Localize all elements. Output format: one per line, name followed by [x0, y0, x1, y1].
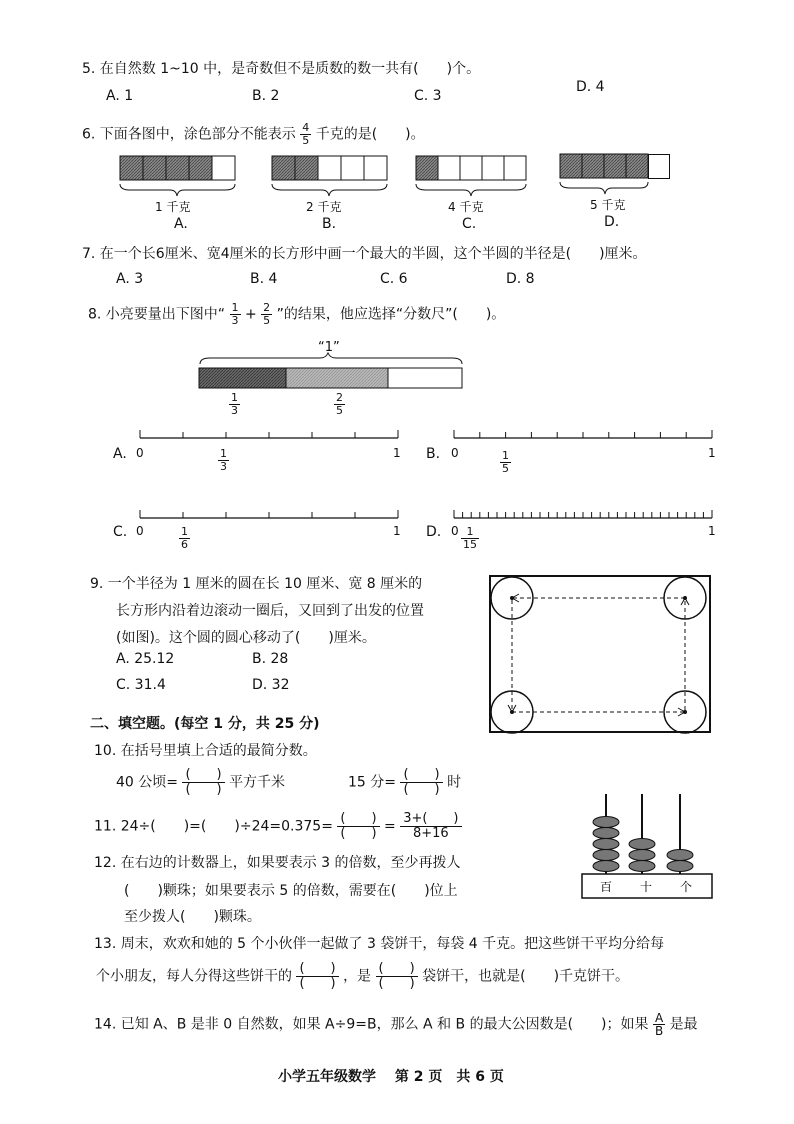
q8-a-frac-den: 3 — [220, 460, 227, 473]
q6-frac-num: 4 — [302, 121, 310, 134]
abacus — [578, 786, 714, 902]
q14-frac-den: B — [654, 1024, 664, 1038]
q6-option-b[interactable]: B. — [322, 216, 337, 232]
abacus-label-ones: 个 — [679, 880, 693, 894]
q9-option-a[interactable]: A. 25.12 — [116, 651, 175, 667]
q12-stem-line2: ( )颗珠；如果要表示 5 的倍数，需要在( )位上 — [124, 883, 458, 899]
q6-option-c[interactable]: C. — [462, 216, 477, 232]
q14-stem-before: 14. 已知 A、B 是非 0 自然数，如果 A÷9=B，那么 A 和 B 的最大公因数是( )；如果 — [94, 1016, 649, 1033]
q7-option-a[interactable]: A. 3 — [116, 271, 144, 287]
q9-option-b[interactable]: B. 28 — [252, 651, 289, 667]
q8-f2-den: 5 — [263, 314, 271, 327]
q11-sum-num[interactable]: 3+( ) — [400, 812, 461, 827]
q7-stem: 7. 在一个长6厘米、宽4厘米的长方形中画一个最大的半圆，这个半圆的半径是( )厘米。 — [82, 246, 647, 262]
q8-d-end: 1 — [708, 524, 716, 538]
q11-blank-fraction[interactable] — [337, 812, 379, 841]
q5-option-a[interactable]: A. 1 — [106, 88, 134, 104]
q9-option-d[interactable]: D. 32 — [252, 677, 290, 693]
q11-blank-den[interactable]: ( ) — [340, 826, 377, 841]
q13-stem-line1: 13. 周末，欢欢和她的 5 个小伙伴一起做了 3 袋饼干，每袋 4 千克。把这些饼干平均分给每 — [94, 936, 665, 952]
q10-item1-before: 40 公顷= — [116, 774, 178, 791]
abacus-bead[interactable] — [667, 850, 693, 861]
q8-b-fraction — [500, 450, 511, 475]
q9-diagram — [488, 574, 714, 736]
abacus-bead[interactable] — [593, 828, 619, 839]
q8-c-end: 1 — [393, 524, 401, 538]
q13-f1-den[interactable]: ( ) — [299, 976, 336, 991]
q5-option-b[interactable]: B. 2 — [252, 88, 280, 104]
abacus-bead[interactable] — [593, 850, 619, 861]
q11-sum-den: 8+16 — [412, 826, 449, 841]
q8-a-fraction — [218, 448, 229, 473]
q8-f2-num: 2 — [263, 301, 271, 314]
q13-line2-a: 个小朋友，每人分得这些饼干的 — [96, 968, 292, 985]
q6-stem-before: 6. 下面各图中，涂色部分不能表示 — [82, 126, 296, 143]
q13-f2-den[interactable]: ( ) — [378, 976, 415, 991]
q8-c-start: 0 — [136, 524, 144, 538]
abacus-bead[interactable] — [667, 861, 693, 872]
q13-blank-fraction-2[interactable] — [376, 962, 418, 991]
q10-item2-num[interactable]: ( ) — [400, 768, 442, 783]
q8-d-frac-num: 1 — [461, 526, 479, 539]
q8-bar-f1-num: 1 — [231, 391, 238, 404]
q5-option-c[interactable]: C. 3 — [414, 88, 442, 104]
q13-f2-num[interactable]: ( ) — [376, 962, 418, 977]
q14-frac-num: A — [653, 1012, 665, 1025]
q10-item1-after: 平方千米 — [229, 774, 286, 791]
q10-item2-after: 时 — [447, 774, 462, 791]
q11-sum-fraction[interactable] — [400, 812, 461, 841]
q11-equals: = — [384, 818, 396, 835]
q8-c-frac-num: 1 — [181, 525, 188, 538]
q12-stem-line3: 至少拨人( )颗珠。 — [124, 909, 261, 925]
q6-label-a: 1 千克 — [155, 200, 191, 214]
q14-stem — [94, 1012, 698, 1037]
q8-stem-before: 8. 小亮要量出下图中“ — [88, 306, 226, 323]
q8-option-d[interactable]: D. — [426, 524, 442, 540]
q8-a-frac-num: 1 — [220, 447, 227, 460]
q8-option-c[interactable]: C. — [113, 524, 128, 540]
q6-stem-after: 千克的是( )。 — [315, 126, 425, 143]
q6-label-c: 4 千克 — [448, 200, 484, 214]
q8-stem-after: ”的结果，他应选择“分数尺”( )。 — [276, 306, 506, 323]
q6-option-a[interactable]: A. — [174, 216, 188, 232]
q10-item-2 — [348, 768, 461, 797]
q8-b-end: 1 — [708, 446, 716, 460]
q8-f1-num: 1 — [231, 301, 239, 314]
abacus-bead[interactable] — [593, 817, 619, 828]
q10-item2-blank[interactable] — [400, 768, 442, 797]
abacus-bead[interactable] — [629, 839, 655, 850]
q6-option-d[interactable]: D. — [604, 214, 620, 230]
q6-label-d: 5 千克 — [590, 198, 626, 212]
q8-a-start: 0 — [136, 446, 144, 460]
q7-option-b[interactable]: B. 4 — [250, 271, 278, 287]
page-footer: 小学五年级数学 第 2 页 共 6 页 — [278, 1069, 504, 1085]
q13-line2-c: 袋饼干，也就是( )千克饼干。 — [422, 968, 630, 985]
q8-b-start: 0 — [451, 446, 459, 460]
q8-d-frac-den: 15 — [463, 538, 477, 551]
q12-stem-line1: 12. 在右边的计数器上，如果要表示 3 的倍数，至少再拨人 — [94, 855, 461, 871]
q8-c-fraction — [179, 526, 190, 551]
q11-part1: 11. 24÷( )=( )÷24=0.375= — [94, 818, 333, 835]
q10-item2-before: 15 分= — [348, 774, 396, 791]
q8-b-frac-num: 1 — [502, 449, 509, 462]
q8-option-a[interactable]: A. — [113, 446, 127, 462]
q10-stem: 10. 在括号里填上合适的最简分数。 — [94, 743, 317, 759]
q8-d-start: 0 — [451, 524, 459, 538]
q13-f1-num[interactable]: ( ) — [296, 962, 338, 977]
q5-option-d[interactable]: D. 4 — [576, 79, 605, 95]
q8-option-b[interactable]: B. — [426, 446, 441, 462]
q11-blank-num[interactable]: ( ) — [337, 812, 379, 827]
q10-item-1 — [116, 768, 285, 797]
q8-c-frac-den: 6 — [181, 538, 188, 551]
abacus-bead[interactable] — [629, 861, 655, 872]
abacus-label-hundreds: 百 — [599, 880, 613, 894]
q10-item1-blank[interactable] — [182, 768, 224, 797]
q10-item1-num[interactable]: ( ) — [182, 768, 224, 783]
abacus-bead[interactable] — [593, 861, 619, 872]
q9-stem-line3: (如图)。这个圆的圆心移动了( )厘米。 — [116, 630, 376, 646]
q13-stem-line2 — [96, 962, 629, 991]
section-2-title: 二、填空题。(每空 1 分，共 25 分) — [90, 716, 320, 732]
q8-b-frac-den: 5 — [502, 462, 509, 475]
q8-a-end: 1 — [393, 446, 401, 460]
q8-plus: + — [244, 306, 257, 323]
q13-line2-b: ，是 — [343, 968, 372, 985]
q8-f1-den: 3 — [231, 314, 239, 327]
abacus-bead[interactable] — [629, 850, 655, 861]
q8-bar-f2-den: 5 — [336, 404, 343, 417]
q9-option-c[interactable]: C. 31.4 — [116, 677, 166, 693]
q7-option-d[interactable]: D. 8 — [506, 271, 535, 287]
abacus-label-tens: 十 — [639, 880, 653, 894]
q13-blank-fraction-1[interactable] — [296, 962, 338, 991]
q14-stem-after: 是最 — [669, 1016, 698, 1033]
q9-stem-line2: 长方形内沿着边滚动一圈后，又回到了出发的位置 — [116, 603, 424, 619]
q9-stem-line1: 9. 一个半径为 1 厘米的圆在长 10 厘米、宽 8 厘米的 — [90, 576, 423, 592]
q8-bar-f1-den: 3 — [231, 404, 238, 417]
q6-label-b: 2 千克 — [306, 200, 342, 214]
q8-d-fraction — [461, 526, 479, 551]
q7-option-c[interactable]: C. 6 — [380, 271, 408, 287]
q10-item2-den[interactable]: ( ) — [403, 782, 440, 797]
q8-bar-f2-num: 2 — [336, 391, 343, 404]
q11-stem — [94, 812, 462, 841]
abacus-bead[interactable] — [593, 839, 619, 850]
q5-stem: 5. 在自然数 1~10 中，是奇数但不是质数的数一共有( )个。 — [82, 61, 481, 77]
q8-bar-label: “1” — [318, 340, 340, 355]
q10-item1-den[interactable]: ( ) — [185, 782, 222, 797]
q6-frac-den: 5 — [302, 134, 310, 147]
q14-fraction — [653, 1012, 665, 1037]
